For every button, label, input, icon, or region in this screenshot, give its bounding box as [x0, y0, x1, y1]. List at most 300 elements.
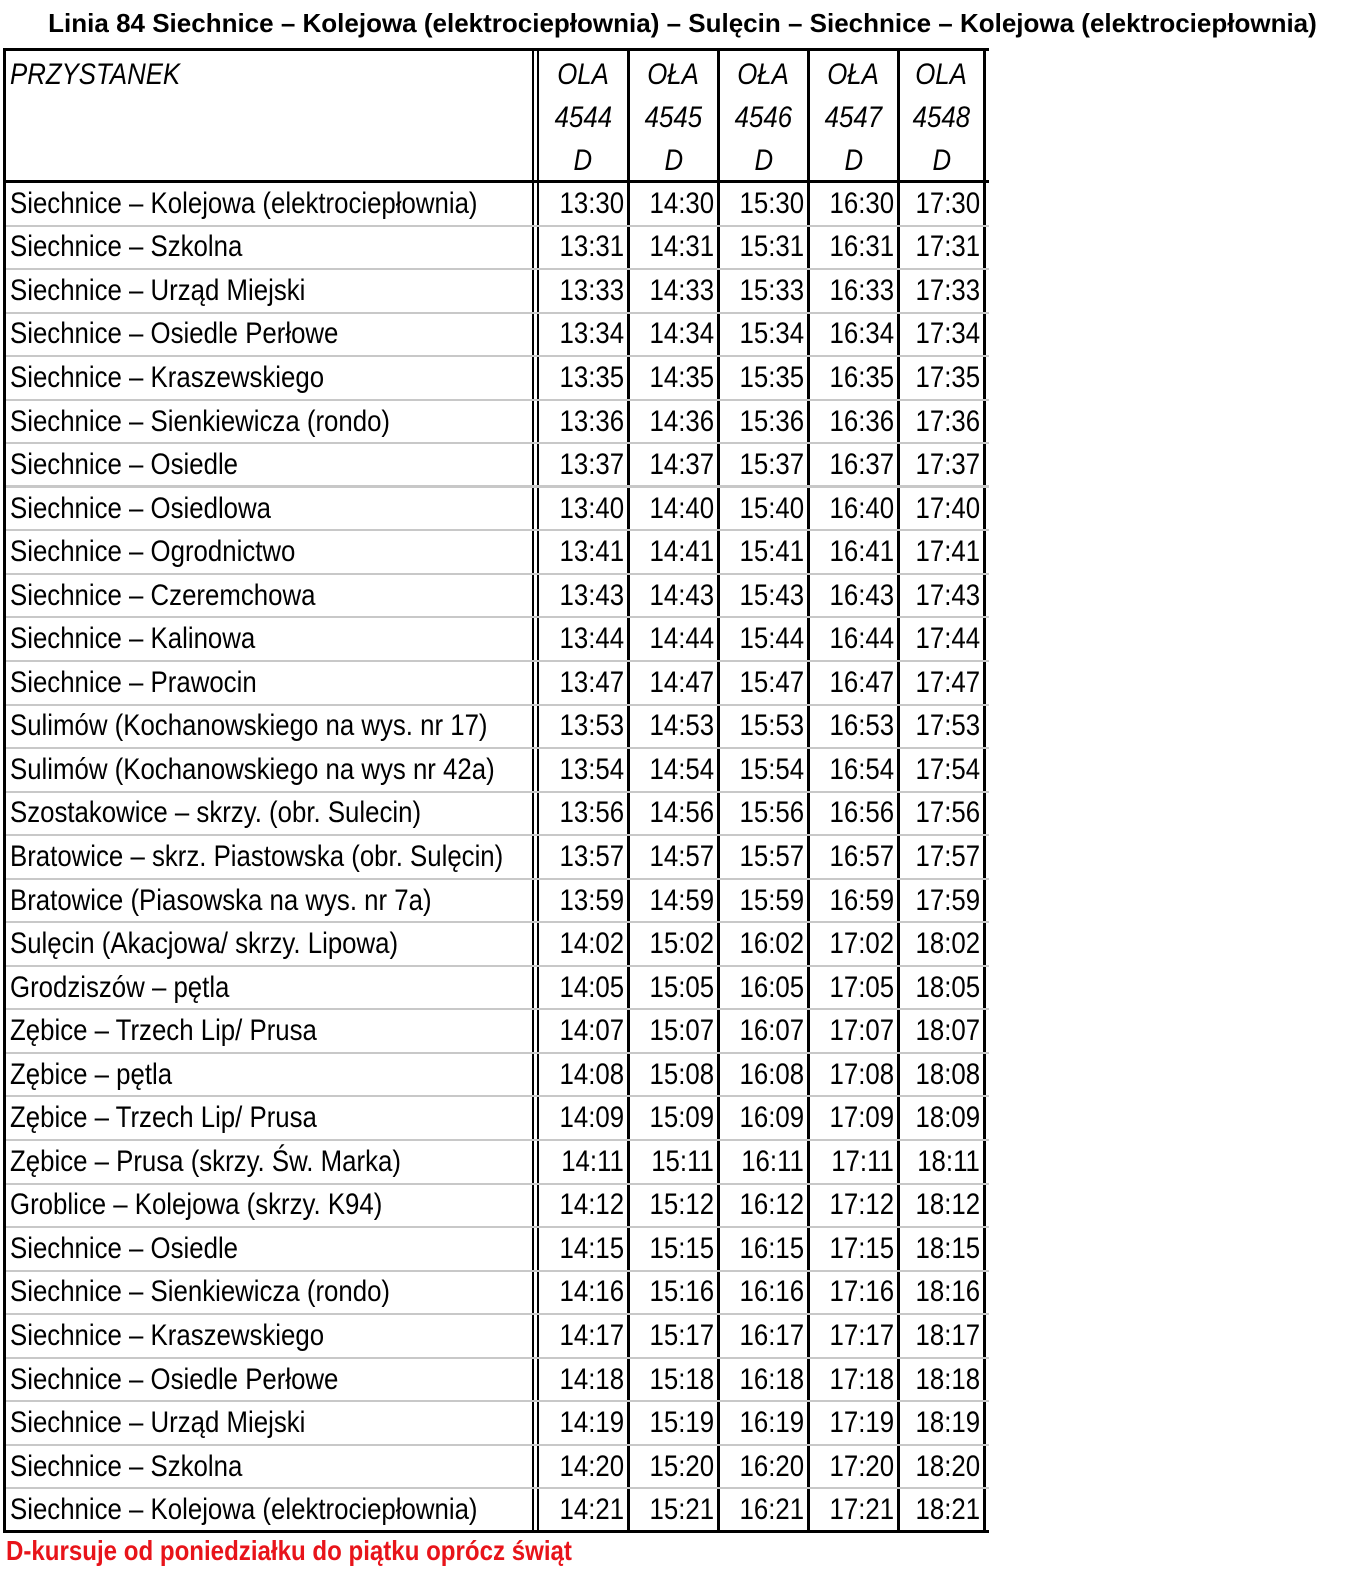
departure-time-cell: [630, 1402, 720, 1444]
departure-time-cell: [539, 1010, 630, 1052]
departure-time-cell: [810, 227, 900, 269]
stop-cell: [6, 183, 539, 225]
table-row: [6, 401, 989, 445]
departure-time-cell: [900, 1402, 986, 1444]
departure-time-cell: [539, 1446, 630, 1488]
course-number: 4545: [644, 101, 703, 134]
stop-name: Siechnice – Urząd Miejski: [10, 273, 306, 307]
departure-time-cell: [630, 836, 720, 878]
stop-cell: [6, 1141, 539, 1183]
departure-time-cell: [900, 1054, 986, 1096]
departure-time: 15:09: [649, 1101, 714, 1135]
departure-time: 15:02: [649, 927, 714, 961]
departure-time-cell: [539, 314, 630, 356]
stop-name: Siechnice – Ogrodnictwo: [10, 535, 296, 569]
table-row: [6, 270, 989, 314]
departure-time: 14:08: [559, 1057, 624, 1091]
departure-time-cell: [630, 1185, 720, 1227]
departure-time-cell: [630, 967, 720, 1009]
departure-time-cell: [630, 1315, 720, 1357]
departure-time: 17:36: [915, 404, 980, 438]
departure-time: 14:30: [649, 186, 714, 220]
departure-time: 16:30: [829, 186, 894, 220]
departure-time-cell: [539, 357, 630, 399]
departure-time: 15:17: [649, 1318, 714, 1352]
departure-time-cell: [630, 531, 720, 573]
departure-time: 14:33: [649, 273, 714, 307]
stop-cell: [6, 880, 539, 922]
departure-time: 15:07: [649, 1014, 714, 1048]
departure-time: 17:09: [829, 1101, 894, 1135]
departure-time: 17:11: [831, 1144, 894, 1178]
departure-time-cell: [900, 749, 986, 791]
departure-time: 14:15: [559, 1231, 624, 1265]
departure-time-cell: [900, 444, 986, 485]
departure-time-cell: [630, 749, 720, 791]
departure-time: 14:02: [559, 927, 624, 961]
departure-time: 16:21: [739, 1492, 804, 1526]
departure-time-cell: [539, 706, 630, 748]
course-mark: D: [664, 144, 683, 177]
departure-time-cell: [720, 183, 810, 225]
departure-time: 16:33: [829, 273, 894, 307]
table-row: [6, 227, 989, 271]
stop-name: Bratowice (Piasowska na wys. nr 7a): [10, 883, 432, 917]
departure-time: 13:53: [559, 709, 624, 743]
departure-time-cell: [720, 662, 810, 704]
departure-time-cell: [630, 1141, 720, 1183]
departure-time: 14:57: [649, 839, 714, 873]
departure-time: 17:47: [915, 665, 980, 699]
departure-time-cell: [900, 1097, 986, 1139]
departure-time-cell: [810, 706, 900, 748]
departure-time: 17:18: [829, 1362, 894, 1396]
departure-time-cell: [630, 1097, 720, 1139]
departure-time-cell: [720, 1489, 810, 1530]
stop-name: Siechnice – Szkolna: [10, 1449, 243, 1483]
stop-cell: [6, 662, 539, 704]
departure-time-cell: [900, 618, 986, 660]
departure-time: 18:21: [915, 1492, 980, 1526]
stop-name: Siechnice – Kolejowa (elektrociepłownia): [10, 186, 478, 220]
table-row: [6, 967, 989, 1011]
departure-time-cell: [720, 1185, 810, 1227]
stop-name: Bratowice – skrz. Piastowska (obr. Sulęcin): [10, 839, 504, 873]
departure-time: 18:08: [915, 1057, 980, 1091]
departure-time-cell: [810, 1141, 900, 1183]
course-mark: D: [844, 144, 863, 177]
table-row: [6, 1446, 989, 1490]
course-operator: OLA: [915, 58, 968, 91]
departure-time: 17:35: [915, 360, 980, 394]
stop-name: Siechnice – Kolejowa (elektrociepłownia): [10, 1492, 478, 1526]
departure-time: 18:15: [915, 1231, 980, 1265]
departure-time: 16:56: [829, 796, 894, 830]
stop-cell: [6, 1010, 539, 1052]
departure-time-cell: [720, 1315, 810, 1357]
departure-time: 15:31: [739, 230, 804, 264]
departure-time-cell: [539, 880, 630, 922]
departure-time: 15:08: [649, 1057, 714, 1091]
departure-time-cell: [810, 662, 900, 704]
table-row: [6, 1228, 989, 1272]
departure-time-cell: [539, 444, 630, 485]
departure-time: 15:33: [739, 273, 804, 307]
table-body: [6, 183, 989, 1533]
departure-time: 16:43: [829, 578, 894, 612]
departure-time: 14:11: [561, 1144, 624, 1178]
stop-name: Sulimów (Kochanowskiego na wys nr 42a): [10, 752, 495, 786]
departure-time-cell: [720, 967, 810, 1009]
course-mark: D: [932, 144, 951, 177]
departure-time-cell: [539, 183, 630, 225]
departure-time-cell: [539, 967, 630, 1009]
departure-time-cell: [900, 967, 986, 1009]
departure-time-cell: [630, 270, 720, 312]
departure-time-cell: [900, 531, 986, 573]
stop-column-header: [6, 51, 539, 180]
departure-time-cell: [720, 1097, 810, 1139]
stop-name: Siechnice – Kalinowa: [10, 622, 256, 656]
departure-time: 17:34: [915, 317, 980, 351]
departure-time-cell: [720, 357, 810, 399]
departure-time: 16:19: [739, 1406, 804, 1440]
stop-cell: [6, 793, 539, 835]
departure-time-cell: [539, 1097, 630, 1139]
departure-time: 14:34: [649, 317, 714, 351]
departure-time: 17:21: [829, 1492, 894, 1526]
departure-time-cell: [720, 1402, 810, 1444]
departure-time: 15:53: [739, 709, 804, 743]
departure-time: 16:17: [739, 1318, 804, 1352]
stop-cell: [6, 618, 539, 660]
departure-time: 18:11: [917, 1144, 980, 1178]
table-header-row: [6, 51, 989, 183]
course-header: [630, 51, 720, 180]
departure-time-cell: [900, 1359, 986, 1401]
departure-time: 13:41: [559, 535, 624, 569]
departure-time: 15:37: [739, 447, 804, 481]
departure-time-cell: [630, 183, 720, 225]
departure-time: 17:59: [915, 883, 980, 917]
departure-time-cell: [720, 706, 810, 748]
departure-time: 15:47: [739, 665, 804, 699]
table-row: [6, 1272, 989, 1316]
departure-time-cell: [900, 1446, 986, 1488]
departure-time-cell: [630, 1010, 720, 1052]
departure-time: 18:19: [915, 1406, 980, 1440]
stop-name: Siechnice – Kraszewskiego: [10, 1318, 325, 1352]
departure-time: 18:17: [915, 1318, 980, 1352]
departure-time-cell: [630, 575, 720, 617]
stop-name: Siechnice – Osiedle: [10, 1231, 239, 1265]
departure-time-cell: [810, 1359, 900, 1401]
departure-time: 14:59: [649, 883, 714, 917]
departure-time: 16:36: [829, 404, 894, 438]
departure-time-cell: [810, 749, 900, 791]
departure-time: 17:07: [829, 1014, 894, 1048]
course-header: [539, 51, 630, 180]
stop-cell: [6, 836, 539, 878]
departure-time: 13:44: [559, 622, 624, 656]
departure-time-cell: [630, 793, 720, 835]
departure-time-cell: [900, 706, 986, 748]
table-row: [6, 749, 989, 793]
departure-time: 15:15: [649, 1231, 714, 1265]
stop-name: Siechnice – Osiedle: [10, 447, 239, 481]
stop-name: Zębice – Trzech Lip/ Prusa: [10, 1101, 317, 1135]
departure-time: 16:37: [829, 447, 894, 481]
stop-name: Groblice – Kolejowa (skrzy. K94): [10, 1188, 383, 1222]
departure-time: 15:59: [739, 883, 804, 917]
departure-time: 13:47: [559, 665, 624, 699]
table-row: [6, 1097, 989, 1141]
stop-name: Siechnice – Osiedle Perłowe: [10, 1362, 339, 1396]
departure-time: 14:31: [649, 230, 714, 264]
departure-time-cell: [900, 1141, 986, 1183]
stop-cell: [6, 1228, 539, 1270]
departure-time-cell: [900, 1228, 986, 1270]
departure-time-cell: [720, 401, 810, 443]
departure-time: 16:11: [741, 1144, 804, 1178]
departure-time-cell: [900, 1272, 986, 1314]
departure-time-cell: [539, 1185, 630, 1227]
table-row: [6, 1054, 989, 1098]
departure-time-cell: [539, 836, 630, 878]
stop-name: Zębice – Trzech Lip/ Prusa: [10, 1014, 317, 1048]
departure-time-cell: [900, 357, 986, 399]
departure-time-cell: [810, 444, 900, 485]
departure-time-cell: [539, 1228, 630, 1270]
departure-time-cell: [810, 1489, 900, 1530]
timetable: [3, 48, 989, 1533]
stop-name: Siechnice – Czeremchowa: [10, 578, 316, 612]
departure-time: 15:40: [739, 491, 804, 525]
departure-time-cell: [810, 314, 900, 356]
stop-header-label: PRZYSTANEK: [10, 58, 181, 91]
footnote-text: D-kursuje od poniedziałku do piątku oprócz świąt: [6, 1535, 572, 1566]
departure-time: 16:09: [739, 1101, 804, 1135]
stop-cell: [6, 1054, 539, 1096]
departure-time-cell: [900, 227, 986, 269]
departure-time-cell: [539, 749, 630, 791]
departure-time: 17:20: [829, 1449, 894, 1483]
departure-time: 14:09: [559, 1101, 624, 1135]
departure-time-cell: [720, 618, 810, 660]
table-row: [6, 1359, 989, 1403]
table-row: [6, 1402, 989, 1446]
departure-time: 15:56: [739, 796, 804, 830]
departure-time-cell: [810, 1185, 900, 1227]
departure-time: 17:40: [915, 491, 980, 525]
stop-cell: [6, 1489, 539, 1530]
stop-name: Siechnice – Osiedle Perłowe: [10, 317, 339, 351]
table-row: [6, 1489, 989, 1533]
course-operator: OŁA: [737, 58, 790, 91]
departure-time-cell: [720, 923, 810, 965]
departure-time-cell: [810, 793, 900, 835]
departure-time-cell: [810, 1010, 900, 1052]
stop-cell: [6, 575, 539, 617]
departure-time-cell: [720, 314, 810, 356]
departure-time: 14:40: [649, 491, 714, 525]
departure-time: 14:21: [559, 1492, 624, 1526]
stop-name: Grodziszów – pętla: [10, 970, 230, 1004]
stop-name: Sulęcin (Akacjowa/ skrzy. Lipowa): [10, 927, 399, 961]
stop-cell: [6, 531, 539, 573]
stop-cell: [6, 357, 539, 399]
departure-time-cell: [630, 1446, 720, 1488]
departure-time: 17:44: [915, 622, 980, 656]
departure-time: 13:59: [559, 883, 624, 917]
departure-time-cell: [630, 706, 720, 748]
departure-time-cell: [810, 183, 900, 225]
departure-time: 13:33: [559, 273, 624, 307]
course-operator: OŁA: [827, 58, 880, 91]
departure-time-cell: [720, 793, 810, 835]
departure-time: 17:37: [915, 447, 980, 481]
departure-time: 13:31: [559, 230, 624, 264]
departure-time: 16:20: [739, 1449, 804, 1483]
table-row: [6, 1315, 989, 1359]
stop-cell: [6, 1272, 539, 1314]
departure-time: 16:35: [829, 360, 894, 394]
departure-time: 16:57: [829, 839, 894, 873]
departure-time: 14:35: [649, 360, 714, 394]
departure-time: 15:57: [739, 839, 804, 873]
departure-time: 17:15: [829, 1231, 894, 1265]
departure-time-cell: [720, 1359, 810, 1401]
departure-time-cell: [539, 270, 630, 312]
departure-time-cell: [630, 488, 720, 530]
departure-time: 15:05: [649, 970, 714, 1004]
stop-cell: [6, 270, 539, 312]
departure-time: 18:05: [915, 970, 980, 1004]
departure-time-cell: [539, 488, 630, 530]
departure-time-cell: [810, 967, 900, 1009]
departure-time: 14:17: [559, 1318, 624, 1352]
departure-time-cell: [630, 1228, 720, 1270]
table-row: [6, 618, 989, 662]
departure-time: 18:02: [915, 927, 980, 961]
departure-time-cell: [630, 1359, 720, 1401]
departure-time: 15:21: [649, 1492, 714, 1526]
departure-time-cell: [900, 836, 986, 878]
departure-time-cell: [539, 662, 630, 704]
departure-time-cell: [630, 1054, 720, 1096]
table-row: [6, 923, 989, 967]
departure-time: 18:07: [915, 1014, 980, 1048]
departure-time-cell: [539, 575, 630, 617]
departure-time: 16:31: [829, 230, 894, 264]
departure-time-cell: [900, 923, 986, 965]
departure-time-cell: [810, 401, 900, 443]
departure-time: 14:20: [559, 1449, 624, 1483]
departure-time-cell: [720, 1141, 810, 1183]
departure-time-cell: [720, 1054, 810, 1096]
departure-time-cell: [630, 1272, 720, 1314]
departure-time: 14:36: [649, 404, 714, 438]
departure-time: 16:34: [829, 317, 894, 351]
departure-time: 16:05: [739, 970, 804, 1004]
departure-time-cell: [810, 1315, 900, 1357]
departure-time: 15:19: [649, 1406, 714, 1440]
departure-time: 15:36: [739, 404, 804, 438]
departure-time: 14:41: [649, 535, 714, 569]
table-row: [6, 575, 989, 619]
table-row: [6, 793, 989, 837]
table-row: [6, 836, 989, 880]
departure-time: 13:57: [559, 839, 624, 873]
departure-time: 17:56: [915, 796, 980, 830]
departure-time: 17:19: [829, 1406, 894, 1440]
departure-time: 13:43: [559, 578, 624, 612]
stop-name: Siechnice – Sienkiewicza (rondo): [10, 404, 391, 438]
departure-time-cell: [630, 880, 720, 922]
departure-time: 13:54: [559, 752, 624, 786]
departure-time-cell: [539, 923, 630, 965]
departure-time-cell: [630, 444, 720, 485]
departure-time-cell: [630, 314, 720, 356]
stop-name: Siechnice – Szkolna: [10, 230, 243, 264]
departure-time: 16:16: [739, 1275, 804, 1309]
stop-cell: [6, 1359, 539, 1401]
stop-cell: [6, 227, 539, 269]
departure-time: 17:54: [915, 752, 980, 786]
departure-time-cell: [900, 793, 986, 835]
departure-time-cell: [720, 575, 810, 617]
departure-time-cell: [810, 1402, 900, 1444]
departure-time-cell: [810, 531, 900, 573]
departure-time-cell: [900, 662, 986, 704]
departure-time: 13:34: [559, 317, 624, 351]
stop-cell: [6, 1097, 539, 1139]
departure-time: 17:08: [829, 1057, 894, 1091]
departure-time-cell: [630, 1489, 720, 1530]
table-row: [6, 314, 989, 358]
stop-cell: [6, 706, 539, 748]
departure-time-cell: [539, 401, 630, 443]
departure-time: 16:02: [739, 927, 804, 961]
stop-name: Zębice – pętla: [10, 1057, 173, 1091]
departure-time: 17:30: [915, 186, 980, 220]
departure-time-cell: [720, 1446, 810, 1488]
departure-time-cell: [720, 1010, 810, 1052]
departure-time: 14:19: [559, 1406, 624, 1440]
departure-time: 15:30: [739, 186, 804, 220]
departure-time: 14:54: [649, 752, 714, 786]
table-row: [6, 183, 989, 227]
departure-time: 13:56: [559, 796, 624, 830]
departure-time: 17:41: [915, 535, 980, 569]
course-operator: OLA: [557, 58, 609, 91]
departure-time: 16:18: [739, 1362, 804, 1396]
departure-time-cell: [630, 401, 720, 443]
departure-time-cell: [720, 531, 810, 573]
departure-time-cell: [539, 1272, 630, 1314]
stop-name: Zębice – Prusa (skrzy. Św. Marka): [10, 1144, 401, 1178]
departure-time-cell: [900, 270, 986, 312]
departure-time: 14:44: [649, 622, 714, 656]
departure-time: 15:16: [649, 1275, 714, 1309]
departure-time: 14:56: [649, 796, 714, 830]
departure-time-cell: [900, 183, 986, 225]
departure-time-cell: [539, 1489, 630, 1530]
departure-time: 14:12: [559, 1188, 624, 1222]
stop-cell: [6, 314, 539, 356]
stop-cell: [6, 488, 539, 530]
departure-time: 18:18: [915, 1362, 980, 1396]
